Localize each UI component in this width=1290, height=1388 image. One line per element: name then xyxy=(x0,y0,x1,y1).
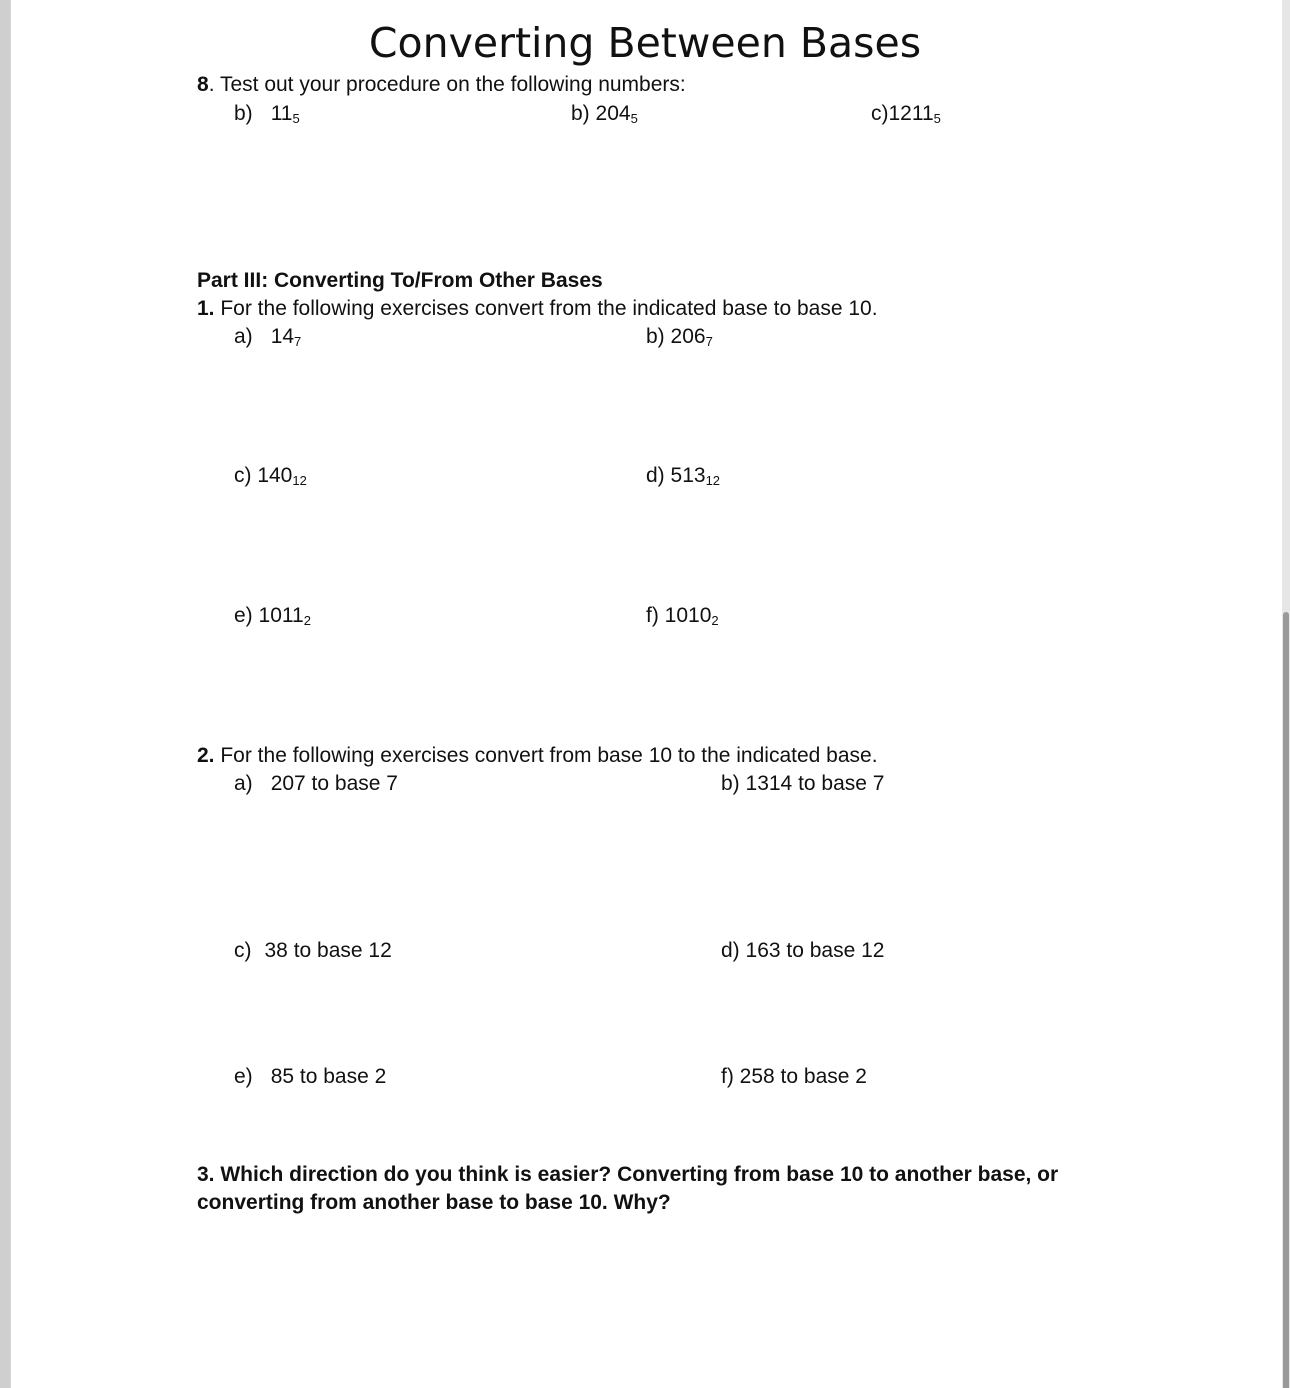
q8-item-b1 xyxy=(234,101,300,127)
q1-text: For the following exercises convert from the indicated base to base 10. xyxy=(214,297,878,320)
item-label: a) xyxy=(234,325,253,348)
q8-item-c xyxy=(871,101,941,127)
item-label: d) xyxy=(646,464,671,487)
q1-number: 1. xyxy=(197,297,215,320)
item-base: 5 xyxy=(933,111,941,126)
q2-item-e xyxy=(234,1064,386,1090)
q2-text: For the following exercises convert from base 10 to the indicated base. xyxy=(214,744,878,767)
item-label: c) xyxy=(234,939,252,962)
item-value: 11 xyxy=(270,102,293,125)
item-base: 12 xyxy=(705,473,721,488)
item-text: 258 to base 2 xyxy=(739,1065,867,1088)
q1-item-b xyxy=(646,324,713,350)
item-label: d) xyxy=(721,939,746,962)
q1-item-e xyxy=(234,603,311,629)
q2-prompt xyxy=(197,743,878,769)
item-value: 140 xyxy=(257,464,293,487)
q2-item-f xyxy=(721,1064,867,1090)
q2-item-b xyxy=(721,771,884,797)
q1-item-f xyxy=(646,603,719,629)
item-base: 12 xyxy=(292,473,307,488)
item-text: 163 to base 12 xyxy=(745,939,885,962)
q2-item-c xyxy=(234,938,392,964)
page-title: Converting Between Bases xyxy=(368,19,922,67)
scrollbar-thumb[interactable] xyxy=(1283,612,1289,1388)
item-base: 5 xyxy=(292,111,300,126)
q3-line-1: 3. Which direction do you think is easier? Converting from base 10 to another base, or xyxy=(197,1163,1059,1186)
q1-prompt xyxy=(197,296,878,322)
item-label: e) xyxy=(234,1065,253,1088)
item-value: 14 xyxy=(270,325,295,348)
item-base: 2 xyxy=(711,613,719,628)
item-label: b) xyxy=(234,102,253,125)
item-value: 1011 xyxy=(258,604,304,627)
q8-number: 8 xyxy=(197,73,209,96)
q1-item-c xyxy=(234,463,307,489)
item-text: 1314 to base 7 xyxy=(745,772,885,795)
item-base: 5 xyxy=(630,111,638,126)
vertical-scrollbar[interactable] xyxy=(1282,0,1290,1388)
item-label: b) xyxy=(646,325,671,348)
item-label: a) xyxy=(234,772,253,795)
q8-text: . Test out your procedure on the following numbers: xyxy=(208,73,686,96)
q3-line-2: converting from another base to base 10. Why? xyxy=(197,1191,671,1214)
item-label: b) xyxy=(571,102,596,125)
q2-item-a xyxy=(234,771,398,797)
item-label: c) xyxy=(871,102,889,125)
item-text: 85 to base 2 xyxy=(270,1065,387,1088)
item-text: 38 to base 12 xyxy=(264,939,392,962)
item-base: 7 xyxy=(705,334,713,349)
item-text: 207 to base 7 xyxy=(270,772,398,795)
item-value: 513 xyxy=(670,464,706,487)
q1-item-a xyxy=(234,324,301,350)
item-value: 1211 xyxy=(888,102,934,125)
q1-item-d xyxy=(646,463,720,489)
item-label: c) xyxy=(234,464,258,487)
q2-number: 2. xyxy=(197,744,215,767)
q8-prompt xyxy=(197,72,686,98)
item-base: 2 xyxy=(303,613,311,628)
q8-item-b2 xyxy=(571,101,638,127)
q2-item-d xyxy=(721,938,884,964)
item-value: 1010 xyxy=(664,604,712,627)
part3-heading: Part III: Converting To/From Other Bases xyxy=(197,269,603,292)
item-label: f) xyxy=(721,1065,740,1088)
item-label: b) xyxy=(721,772,746,795)
item-value: 206 xyxy=(670,325,706,348)
item-value: 204 xyxy=(595,102,631,125)
item-base: 7 xyxy=(294,334,302,349)
item-label: e) xyxy=(234,604,259,627)
item-label: f) xyxy=(646,604,665,627)
